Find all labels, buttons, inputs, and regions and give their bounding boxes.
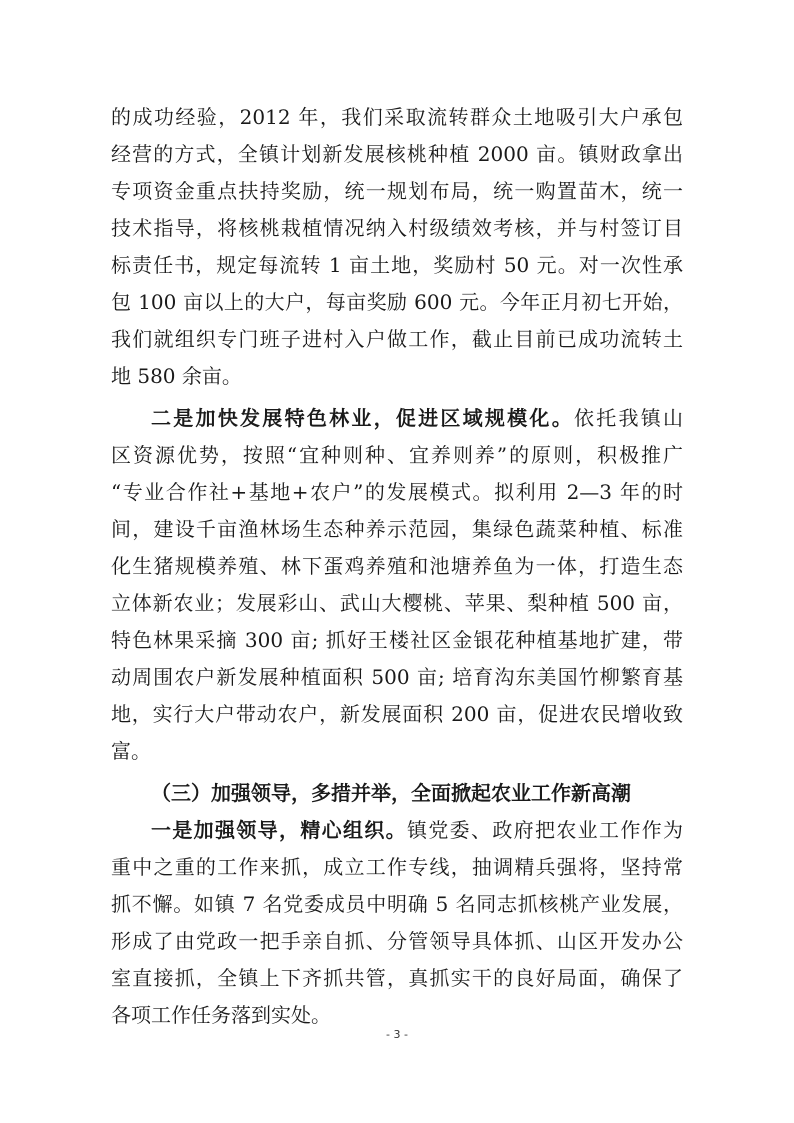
p2-first-line-text: 依托我镇山 [573, 406, 683, 430]
p3-line-5: 室直接抓，全镇上下齐抓共管，真抓实干的良好局面，确保了 [111, 966, 683, 990]
section-heading: （三）加强领导，多措并举，全面掀起农业工作新高潮 [151, 781, 631, 805]
p3-first-line [111, 811, 683, 849]
p3-line-4: 形成了由党政一把手亲自抓、分管领导具体抓、山区开发办公 [111, 929, 683, 953]
p1-line-3: 专项资金重点扶持奖励，统一规划布局，统一购置苗木，统一 [111, 179, 683, 203]
p3-line-6: 各项工作任务落到实处。 [111, 1003, 331, 1027]
page-number: - 3 - [386, 1028, 408, 1041]
p1-line-4: 技术指导，将核桃栽植情况纳入村级绩效考核，并与村签订目 [111, 216, 683, 240]
p2-heading: 二是加快发展特色林业，促进区域规模化。 [151, 406, 574, 430]
p2-line-10: 富。 [111, 739, 151, 763]
p2-line-9: 地，实行大户带动农户，新发展面积 200 亩，促进农民增收致 [111, 702, 683, 726]
p2-line-8: 动周围农户新发展种植面积 500 亩; 培育沟东美国竹柳繁育基 [111, 665, 683, 689]
p3-line-2: 重中之重的工作来抓，成立工作专线，抽调精兵强将，坚持常 [111, 855, 683, 879]
p2-first-line [111, 399, 683, 437]
p2-line-7: 特色林果采摘 300 亩; 抓好王楼社区金银花种植基地扩建，带 [111, 628, 683, 652]
p3-heading: 一是加强领导，精心组织。 [151, 818, 407, 842]
p1-line-2: 经营的方式，全镇计划新发展核桃种植 2000 亩。镇财政拿出 [111, 142, 683, 166]
p1-line-1: 的成功经验，2012 年，我们采取流转群众土地吸引大户承包 [111, 105, 683, 129]
p1-line-6: 包 100 亩以上的大户，每亩奖励 600 元。今年正月初七开始， [111, 290, 683, 314]
p3-first-line-text: 镇党委、政府把农业工作作为 [407, 818, 683, 842]
p2-line-2: 区资源优势，按照“宜种则种、宜养则养”的原则，积极推广 [111, 443, 683, 467]
p1-line-8: 地 580 余亩。 [111, 364, 242, 388]
p3-line-3: 抓不懈。如镇 7 名党委成员中明确 5 名同志抓核桃产业发展， [111, 892, 683, 916]
p2-line-4: 间，建设千亩渔林场生态种养示范园，集绿色蔬菜种植、标准 [111, 517, 683, 541]
p2-line-3: “专业合作社+基地+农户”的发展模式。拟利用 2—3 年的时 [111, 480, 683, 504]
p2-line-6: 立体新农业；发展彩山、武山大樱桃、苹果、梨种植 500 亩， [111, 591, 683, 615]
p1-line-5: 标责任书，规定每流转 1 亩土地，奖励村 50 元。对一次性承 [111, 253, 683, 277]
p1-line-7: 我们就组织专门班子进村入户做工作，截止目前已成功流转土 [111, 327, 683, 351]
document-page [111, 0, 683, 1123]
p2-line-5: 化生猪规模养殖、林下蛋鸡养殖和池塘养鱼为一体，打造生态 [111, 554, 683, 578]
